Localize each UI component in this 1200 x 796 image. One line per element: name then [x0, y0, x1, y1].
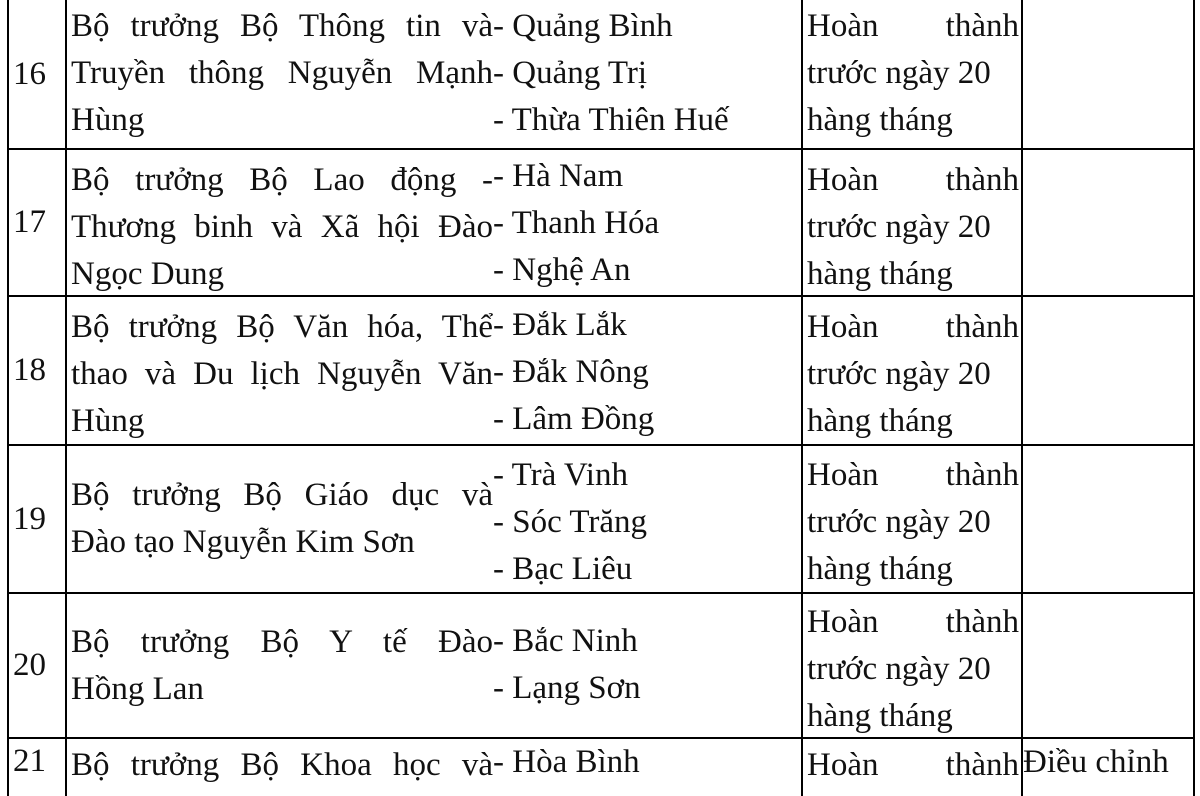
- status-line: trước ngày 20: [807, 504, 991, 540]
- status-line: Hoàn thành: [807, 457, 1019, 493]
- name-line: Thương binh và Xã hội Đào: [71, 209, 493, 245]
- status-line: trước ngày 20: [807, 651, 991, 687]
- province-item: - Quảng Bình: [493, 8, 673, 44]
- note-text: Điều chỉnh: [1023, 744, 1169, 780]
- province-item: - Nghệ An: [493, 252, 631, 288]
- row-number: 17: [7, 150, 65, 295]
- province-item: - Lâm Đồng: [493, 401, 655, 437]
- row-number: 19: [7, 446, 65, 592]
- table-row: [7, 0, 1195, 150]
- province-item: - Bạc Liêu: [493, 551, 633, 587]
- deadline-status: [801, 739, 1021, 796]
- province-item: - Hà Nam: [493, 158, 624, 194]
- deadline-status: [801, 594, 1021, 737]
- table-row: [7, 446, 1195, 594]
- status-line: trước ngày 20: [807, 356, 991, 392]
- province-item: - Hòa Bình: [493, 744, 640, 780]
- name-line: Ngọc Dung: [71, 256, 225, 292]
- province-item: - Trà Vinh: [493, 457, 628, 493]
- province-item: - Lạng Sơn: [493, 670, 641, 706]
- name-line: Bộ trưởng Bộ Văn hóa, Thể: [71, 309, 493, 345]
- province-item: - Sóc Trăng: [493, 504, 648, 540]
- official-name: [65, 0, 493, 148]
- row-number: 21: [7, 739, 65, 796]
- name-line: Bộ trưởng Bộ Giáo dục và: [71, 477, 493, 513]
- name-line: Bộ trưởng Bộ Y tế Đào: [71, 623, 493, 660]
- status-line: hàng tháng: [807, 698, 953, 734]
- status-line: Hoàn thành: [807, 604, 1019, 640]
- name-line: Hồng Lan: [71, 670, 204, 707]
- province-item: - Quảng Trị: [493, 55, 648, 91]
- name-line: Bộ trưởng Bộ Khoa học và: [71, 747, 493, 783]
- deadline-status: [801, 0, 1021, 148]
- name-line: Hùng: [71, 102, 145, 138]
- note-cell: [1021, 446, 1195, 592]
- status-line: trước ngày 20: [807, 209, 991, 245]
- note-cell: [1021, 594, 1195, 737]
- status-line: Hoàn thành: [807, 309, 1019, 345]
- note-cell: [1021, 297, 1195, 444]
- status-line: hàng tháng: [807, 102, 953, 138]
- note-cell: [1021, 0, 1195, 148]
- deadline-status: [801, 297, 1021, 444]
- province-item: - Thanh Hóa: [493, 205, 660, 241]
- province-list: [493, 150, 801, 295]
- province-list: [493, 594, 801, 737]
- status-line: hàng tháng: [807, 403, 953, 439]
- note-cell: [1021, 150, 1195, 295]
- row-number: 16: [7, 0, 65, 148]
- status-line: hàng tháng: [807, 256, 953, 292]
- province-item: - Đắk Nông: [493, 354, 649, 390]
- name-line: Truyền thông Nguyễn Mạnh: [71, 55, 493, 91]
- province-item: - Thừa Thiên Huế: [493, 102, 729, 138]
- deadline-status: [801, 150, 1021, 295]
- row-number: 20: [7, 594, 65, 737]
- status-line: trước ngày 20: [807, 55, 991, 91]
- name-line: Bộ trưởng Bộ Thông tin và: [71, 8, 493, 44]
- official-name: [65, 297, 493, 444]
- official-name: [65, 739, 493, 796]
- table-row: [7, 150, 1195, 297]
- name-line: Đào tạo Nguyễn Kim Sơn: [71, 524, 415, 560]
- province-list: [493, 297, 801, 444]
- status-line: Hoàn thành: [807, 162, 1019, 198]
- official-name: [65, 446, 493, 592]
- assignment-table: [7, 0, 1195, 796]
- deadline-status: [801, 446, 1021, 592]
- official-name: [65, 594, 493, 737]
- name-line: thao và Du lịch Nguyễn Văn: [71, 356, 493, 392]
- name-line: Hùng: [71, 403, 145, 439]
- status-line: Hoàn thành: [807, 8, 1019, 44]
- table-row: [7, 739, 1195, 796]
- note-cell: [1021, 739, 1195, 796]
- table-row: [7, 297, 1195, 446]
- table-row: [7, 594, 1195, 739]
- status-line: Hoàn thành: [807, 747, 1019, 783]
- province-list: [493, 446, 801, 592]
- province-list: [493, 0, 801, 148]
- row-number: 18: [7, 297, 65, 444]
- province-item: - Bắc Ninh: [493, 623, 638, 659]
- province-list: [493, 739, 801, 796]
- status-line: hàng tháng: [807, 551, 953, 587]
- official-name: [65, 150, 493, 295]
- name-line: Bộ trưởng Bộ Lao động -: [71, 162, 493, 198]
- province-item: - Đắk Lắk: [493, 307, 627, 343]
